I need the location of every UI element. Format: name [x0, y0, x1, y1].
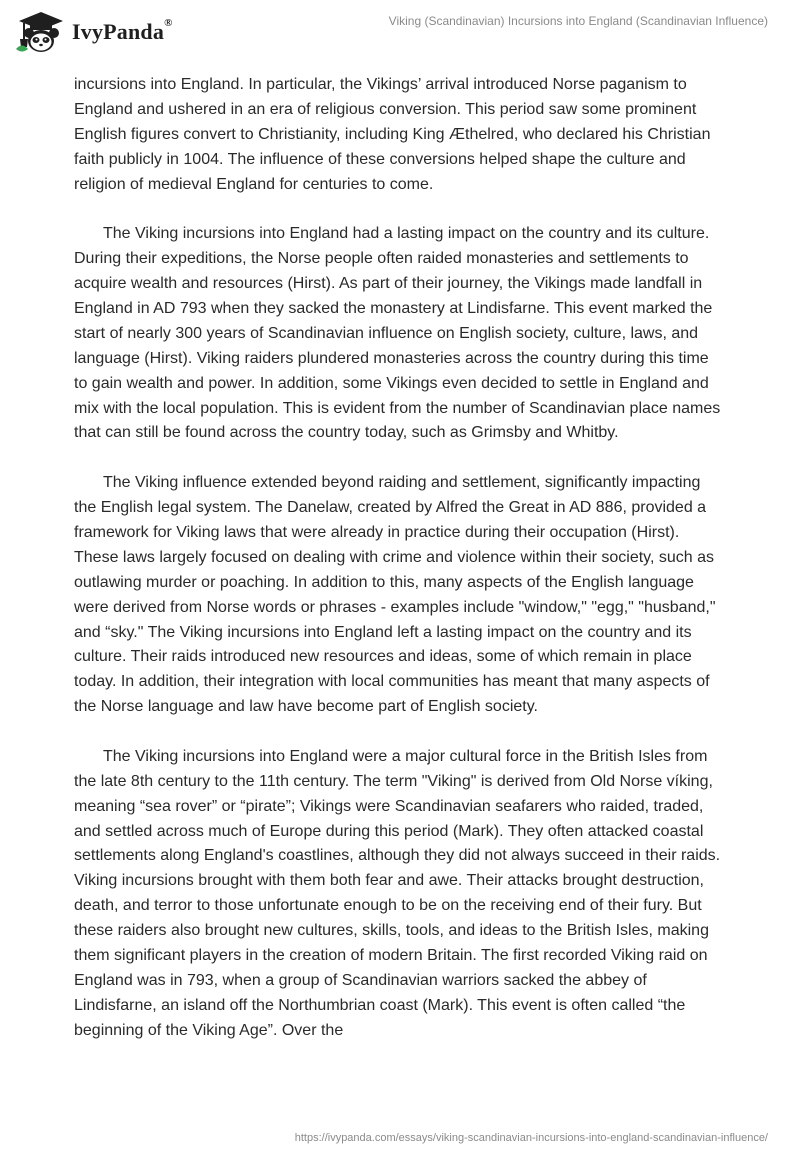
source-url-link[interactable]: https://ivypanda.com/essays/viking-scandinavian-incursions-into-england-scandinavian-influence/ [294, 1132, 768, 1144]
page-header [0, 0, 800, 64]
ivypanda-logo[interactable] [14, 8, 173, 56]
paragraph: The Viking influence extended beyond raiding and settlement, significantly impacting the English legal system. The Danelaw, created by Alfred the Great in AD 886, provided a framework for Viking laws that were already in practice during their occupation (Hirst). These laws largely focused on dealing with crime and violence within their society, such as outlawing murder or poaching. In addition to this, many aspects of the English language were derived from Norse words or phrases - examples include "window," "egg," "husband," and “sky." The Viking incursions into England left a lasting impact on the country and its culture. Their raids introduced new resources and ideas, some of which remain in place today. In addition, their integration with local communities has meant that many aspects of the Norse language and law have become part of English society. [74, 474, 716, 716]
paragraph: incursions into England. In particular, the Vikings’ arrival introduced Norse paganism to England and ushered in an era of religious conversion. This period saw some prominent English figures convert to Christianity, including King Æthelred, who declared his Christian faith publicly in 1004. The influence of these conversions helped shape the culture and religion of medieval England for centuries to come. [74, 76, 711, 193]
paragraph: The Viking incursions into England had a lasting impact on the country and its culture. During their expeditions, the Norse people often raided monasteries and settlements to acquire wealth and resources (Hirst). As part of their journey, the Vikings made landfall in England in AD 793 when they sacked the monastery at Lindisfarne. This event marked the start of nearly 300 years of Scandinavian influence on English society, culture, laws, and language (Hirst). Viking raiders plundered monasteries across the country during this time to gain wealth and power. In addition, some Vikings even decided to settle in England and mix with the local population. This is evident from the number of Scandinavian place names that can still be found across the country today, such as Grimsby and Whitby. [74, 225, 721, 442]
document-title: Viking (Scandinavian) Incursions into England (Scandinavian Influence) [388, 14, 768, 28]
essay-body [74, 73, 726, 1068]
brand-name: IvyPanda® [72, 17, 173, 44]
panda-graduate-icon [14, 9, 66, 55]
paragraph: The Viking incursions into England were a major cultural force in the British Isles from the late 8th century to the 11th century. The term "Viking" is derived from Old Norse víking, meaning “sea rover” or “pirate”; Vikings were Scandinavian seafarers who raided, traded, and settled across much of Europe during this period (Mark). They often attacked coastal settlements along England's coastlines, although they did not always succeed in their raids. Viking incursions brought with them both fear and awe. Their attacks brought destruction, death, and terror to those unfortunate enough to be on the receiving end of their fury. But these raiders also brought new cultures, skills, tools, and ideas to the British Isles, making them significant players in the creation of modern Britain. The first recorded Viking raid on England was in 793, when a group of Scandinavian warriors sacked the abbey of Lindisfarne, an island off the Northumbrian coast (Mark). This event is often called “the beginning of the Viking Age”. Over the [74, 747, 721, 1039]
registered-mark: ® [164, 17, 173, 29]
